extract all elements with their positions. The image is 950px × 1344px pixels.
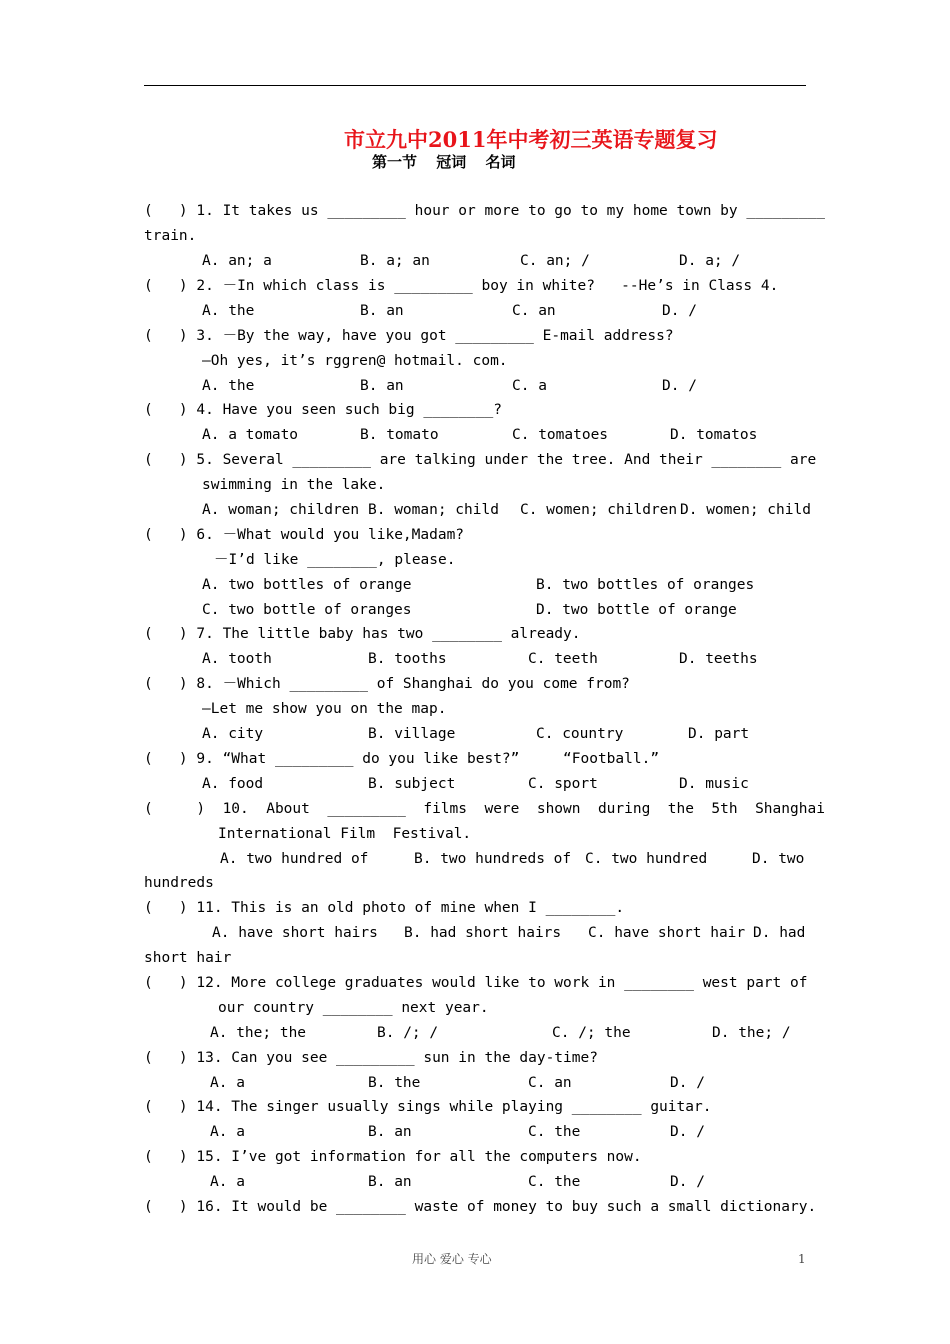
- answer-option: C. the: [528, 1174, 581, 1190]
- question-line: train.: [144, 228, 197, 244]
- section-subtitle: [372, 151, 516, 172]
- question-line: ( ) 9. “What _________ do you like best?” “Football.”: [144, 751, 660, 767]
- question-line: ( ) 6. －What would you like,Madam?: [144, 527, 465, 543]
- question-line: ( ) 8. －Which _________ of Shanghai do you come from?: [144, 676, 630, 692]
- answer-option: A. a: [210, 1075, 245, 1091]
- question-line: ( ) 7. The little baby has two ________ already.: [144, 626, 581, 642]
- answer-option: C. an: [512, 303, 556, 319]
- answer-option: A. tooth: [202, 651, 272, 667]
- question-line: our country ________ next year.: [218, 1000, 489, 1016]
- question-line: International Film Festival.: [218, 826, 472, 842]
- question-line: ( ) 10. About _________ films were shown during the 5th Shanghai: [144, 801, 825, 817]
- question-line: ( ) 4. Have you seen such big ________?: [144, 402, 502, 418]
- answer-option: D. a; /: [679, 253, 741, 269]
- subtitle-nouns: 名词: [485, 153, 516, 171]
- subtitle-section: 第一节: [372, 153, 418, 171]
- question-line: ( ) 13. Can you see _________ sun in the day-time?: [144, 1050, 598, 1066]
- question-line: ( ) 11. This is an old photo of mine when I ________.: [144, 900, 625, 916]
- question-line: ( ) 12. More college graduates would like to work in ________ west part of: [144, 975, 808, 991]
- answer-option: D. /: [670, 1174, 705, 1190]
- header-rule: [144, 85, 806, 86]
- answer-option: D. music: [679, 776, 749, 792]
- answer-option: B. tomato: [360, 427, 439, 443]
- page-number: 1: [798, 1252, 806, 1266]
- answer-option: B. woman; child: [368, 502, 499, 518]
- answer-option: C. teeth: [528, 651, 598, 667]
- footer-motto: 用心 爱心 专心: [412, 1252, 492, 1266]
- answer-option: D. the; /: [712, 1025, 791, 1041]
- question-line: －I’d like ________, please.: [214, 552, 456, 568]
- answer-option: B. an: [368, 1124, 412, 1140]
- answer-option: D. had: [753, 925, 806, 941]
- answer-option: A. a tomato: [202, 427, 299, 443]
- answer-option: B. an: [360, 378, 404, 394]
- answer-option: C. a: [512, 378, 547, 394]
- answer-option: A. a: [210, 1174, 245, 1190]
- answer-option: C. have short hair: [588, 925, 746, 941]
- answer-option: B. two bottles of oranges: [536, 577, 755, 593]
- answer-option: B. village: [368, 726, 456, 742]
- answer-option: D. two: [752, 851, 805, 867]
- answer-option: C. tomatoes: [512, 427, 609, 443]
- answer-option: C. an; /: [520, 253, 590, 269]
- question-line: ( ) 5. Several _________ are talking under the tree. And their ________ are: [144, 452, 817, 468]
- answer-option: B. had short hairs: [404, 925, 562, 941]
- question-line: ( ) 14. The singer usually sings while playing ________ guitar.: [144, 1099, 712, 1115]
- subtitle-articles: 冠词: [436, 153, 467, 171]
- question-line: short hair: [144, 950, 232, 966]
- answer-option: B. an: [360, 303, 404, 319]
- answer-option: C. country: [536, 726, 624, 742]
- answer-option: D. teeths: [679, 651, 758, 667]
- document-title: 市立九中2011年中考初三英语专题复习: [344, 127, 718, 152]
- answer-option: B. tooths: [368, 651, 447, 667]
- answer-option: B. an: [368, 1174, 412, 1190]
- answer-option: A. the; the: [210, 1025, 307, 1041]
- answer-option: A. an; a: [202, 253, 272, 269]
- answer-option: A. city: [202, 726, 264, 742]
- question-line: —Let me show you on the map.: [202, 701, 447, 717]
- question-line: hundreds: [144, 875, 214, 891]
- question-line: ( ) 2. －In which class is _________ boy in white? --He’s in Class 4.: [144, 278, 779, 294]
- question-line: ( ) 1. It takes us _________ hour or more to go to my home town by _________: [144, 203, 825, 219]
- answer-option: D. women; child: [680, 502, 811, 518]
- answer-option: B. two hundreds of: [414, 851, 572, 867]
- answer-option: B. /; /: [377, 1025, 439, 1041]
- answer-option: D. two bottle of orange: [536, 602, 737, 618]
- answer-option: A. food: [202, 776, 264, 792]
- answer-option: B. subject: [368, 776, 456, 792]
- answer-option: B. a; an: [360, 253, 430, 269]
- question-line: —Oh yes, it’s rggren@ hotmail. com.: [202, 353, 508, 369]
- answer-option: A. have short hairs: [212, 925, 378, 941]
- answer-option: D. tomatos: [670, 427, 758, 443]
- answer-option: D. /: [662, 378, 697, 394]
- answer-option: A. two hundred of: [220, 851, 369, 867]
- answer-option: D. /: [662, 303, 697, 319]
- answer-option: C. two bottle of oranges: [202, 602, 412, 618]
- answer-option: A. two bottles of orange: [202, 577, 412, 593]
- answer-option: C. an: [528, 1075, 572, 1091]
- answer-option: C. two hundred: [585, 851, 708, 867]
- answer-option: A. a: [210, 1124, 245, 1140]
- answer-option: D. /: [670, 1124, 705, 1140]
- answer-option: D. part: [688, 726, 750, 742]
- answer-option: B. the: [368, 1075, 421, 1091]
- answer-option: C. women; children: [520, 502, 678, 518]
- question-line: ( ) 15. I’ve got information for all the computers now.: [144, 1149, 642, 1165]
- answer-option: D. /: [670, 1075, 705, 1091]
- question-line: swimming in the lake.: [202, 477, 386, 493]
- answer-option: C. the: [528, 1124, 581, 1140]
- answer-option: A. the: [202, 378, 255, 394]
- answer-option: C. sport: [528, 776, 598, 792]
- answer-option: C. /; the: [552, 1025, 631, 1041]
- answer-option: A. the: [202, 303, 255, 319]
- question-line: ( ) 3. －By the way, have you got _________ E-mail address?: [144, 328, 674, 344]
- answer-option: A. woman; children: [202, 502, 360, 518]
- question-line: ( ) 16. It would be ________ waste of money to buy such a small dictionary.: [144, 1199, 817, 1215]
